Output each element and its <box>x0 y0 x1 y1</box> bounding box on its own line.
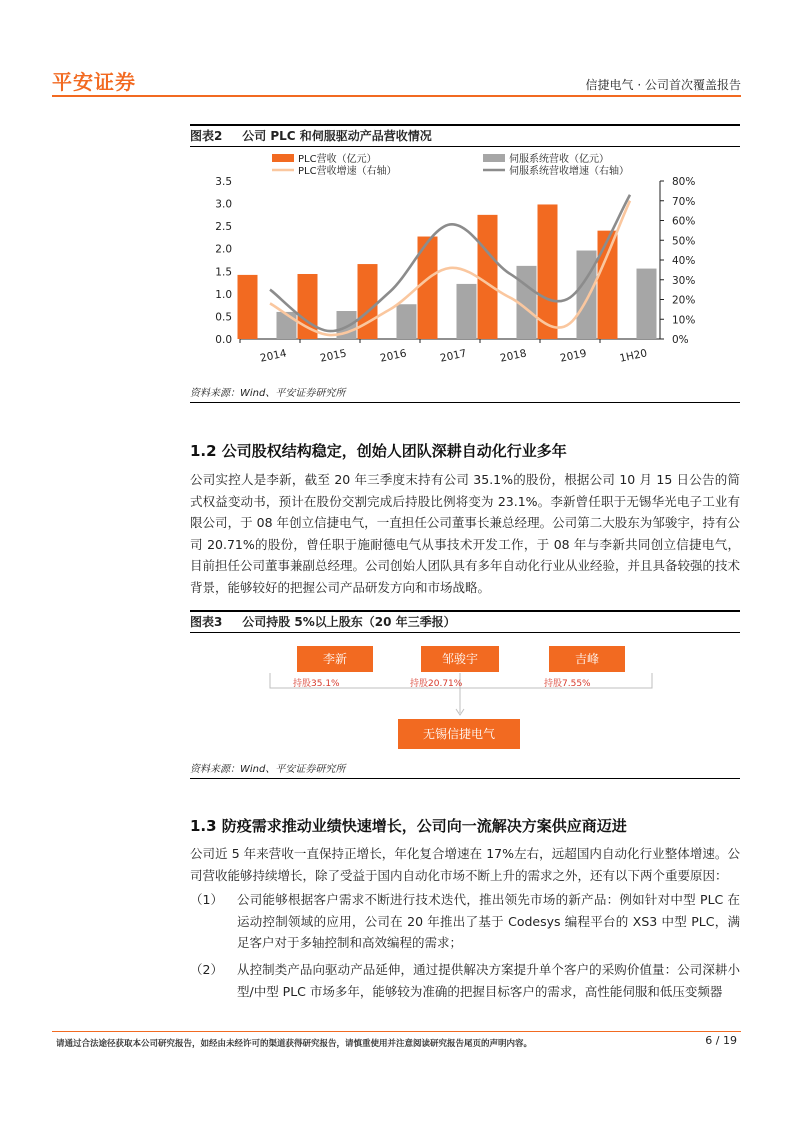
section-1-2-paragraph: 公司实控人是李新，截至 20 年三季度末持有公司 35.1%的股份，根据公司 10 月 15 日公告的简式权益变动书，预计在股份交割完成后持股比例将变为 23.1%。李新曾任职于无锡华光电子工业有限公司，于 08 年创立信捷电气，一直担任公司董事长兼总经理。公司第二大股东为邹骏宇，持有公司 20.71%的股份，曾任职于施耐德电气从事技术开发工作，于 08 年与李新共同创立信捷电气，目前担任公司董事兼副总经理。公司创始人团队具有多年自动化行业从业经验，并且具备较强的技术背景，能够较好的把握公司产品研发方向和市场战略。 <box>190 472 741 595</box>
y2-tick-label: 70% <box>672 195 696 208</box>
company-logo: 平安证券 <box>52 70 136 94</box>
x-tick-label: 2017 <box>439 347 468 365</box>
y-tick-label: 1.0 <box>215 288 232 301</box>
line-servo-growth <box>270 195 630 331</box>
bar-plc-2018 <box>478 215 498 339</box>
header-divider <box>52 95 741 97</box>
figure3-title-bar <box>190 610 740 633</box>
legend-swatch-0 <box>272 154 294 162</box>
x-tick-label: 1H20 <box>618 347 649 365</box>
y2-tick-label: 60% <box>672 215 696 228</box>
section-1-2-heading: 1.2 公司股权结构稳定，创始人团队深耕自动化行业多年 <box>190 442 567 460</box>
bar-plc-2015 <box>298 274 318 339</box>
figure3-title: 公司持股 5%以上股东（20 年三季报） <box>242 615 456 629</box>
chart-legend <box>272 152 629 177</box>
list-item-1-text: 公司能够根据客户需求不断进行技术迭代，推出领先市场的新产品：例如针对中型 PLC 在运动控制领域的应用，公司在 20 年推出了基于 Codesys 编程平台的 XS3 中型 PLC，满足客户对于多轴控制和高效编程的需求； <box>237 892 740 950</box>
list-item-2-number: （2） <box>190 962 223 977</box>
x-tick-label: 2015 <box>319 347 348 365</box>
y2-tick-label: 80% <box>672 176 696 188</box>
figure2-number: 图表2 <box>190 129 223 143</box>
y-tick-label: 0.5 <box>215 311 232 324</box>
section-1-3-heading: 1.3 防疫需求推动业绩快速增长，公司向一流解决方案供应商迈进 <box>190 817 627 835</box>
figure2-chart <box>190 148 740 386</box>
y2-tick-label: 10% <box>672 314 696 327</box>
y-tick-label: 3.0 <box>215 198 232 211</box>
legend-label-0: PLC营收（亿元） <box>298 154 377 165</box>
holder-pct-ji-feng: 持股7.55% <box>544 679 591 689</box>
y2-tick-label: 0% <box>672 334 689 346</box>
footer-disclaimer: 请通过合法途径获取本公司研究报告，如经由未经许可的渠道获得研究报告，请慎重使用并注意阅读研究报告尾页的声明内容。 <box>56 1039 533 1049</box>
holder-box-ji-feng: 吉峰 <box>549 646 625 672</box>
footer-divider <box>52 1031 741 1032</box>
company-box: 无锡信捷电气 <box>398 719 520 749</box>
y2-tick-label: 30% <box>672 274 696 287</box>
chart-lines <box>270 195 630 335</box>
y-tick-label: 1.5 <box>215 266 232 279</box>
y-tick-label: 3.5 <box>215 176 232 188</box>
x-tick-label: 2016 <box>379 347 408 365</box>
page-number: 6 / 19 <box>705 1034 737 1047</box>
figure2-title: 公司 PLC 和伺服驱动产品营收情况 <box>242 129 432 143</box>
bar-plc-2014 <box>238 275 258 339</box>
bar-servo-2019 <box>577 251 597 339</box>
legend-label-3: 伺服系统营收增速（右轴） <box>509 166 629 177</box>
holder-box-zou-junyu: 邹骏宇 <box>421 646 499 672</box>
bar-servo-2014 <box>277 312 297 339</box>
bar-servo-1H20 <box>637 269 657 339</box>
list-item-1-number: （1） <box>190 892 223 907</box>
x-tick-label: 2019 <box>559 347 588 365</box>
holder-box-li-xin: 李新 <box>297 646 373 672</box>
list-item-2-text: 从控制类产品向驱动产品延伸，通过提供解决方案提升单个客户的采购价值量：公司深耕小型/中型 PLC 市场多年，能够较为准确的把握目标客户的需求，高性能伺服和低压变频器 <box>237 962 740 999</box>
x-tick-label: 2014 <box>259 347 288 365</box>
legend-swatch-1 <box>483 154 505 162</box>
bar-servo-2017 <box>457 284 477 339</box>
x-tick-label: 2018 <box>499 347 528 365</box>
legend-label-1: 伺服系统营收（亿元） <box>509 154 609 165</box>
figure3-source: 资料来源：Wind、平安证券研究所 <box>190 762 740 779</box>
report-title: 信捷电气 · 公司首次覆盖报告 <box>585 78 741 92</box>
line-plc-growth <box>270 201 630 335</box>
section-1-3-paragraph: 公司近 5 年来营收一直保持正增长，年化复合增速在 17%左右，远超国内自动化行业整体增速。公司营收能够持续增长，除了受益于国内自动化市场不断上升的需求之外，还有以下两个重要原因： <box>190 846 740 883</box>
y-tick-label: 2.5 <box>215 221 232 234</box>
legend-label-2: PLC营收增速（右轴） <box>298 166 397 177</box>
figure3-number: 图表3 <box>190 615 223 629</box>
holder-pct-li-xin: 持股35.1% <box>293 679 340 689</box>
bar-servo-2016 <box>397 304 417 339</box>
y2-tick-label: 40% <box>672 255 696 267</box>
figure2-source: 资料来源：Wind、平安证券研究所 <box>190 386 740 403</box>
y2-tick-label: 50% <box>672 235 696 248</box>
holder-pct-zou-junyu: 持股20.71% <box>410 679 463 689</box>
bar-plc-1H20 <box>598 231 618 339</box>
y-tick-label: 2.0 <box>215 243 232 256</box>
y-tick-label: 0.0 <box>215 334 232 346</box>
y2-tick-label: 20% <box>672 294 696 307</box>
figure2-title-bar <box>190 124 740 147</box>
